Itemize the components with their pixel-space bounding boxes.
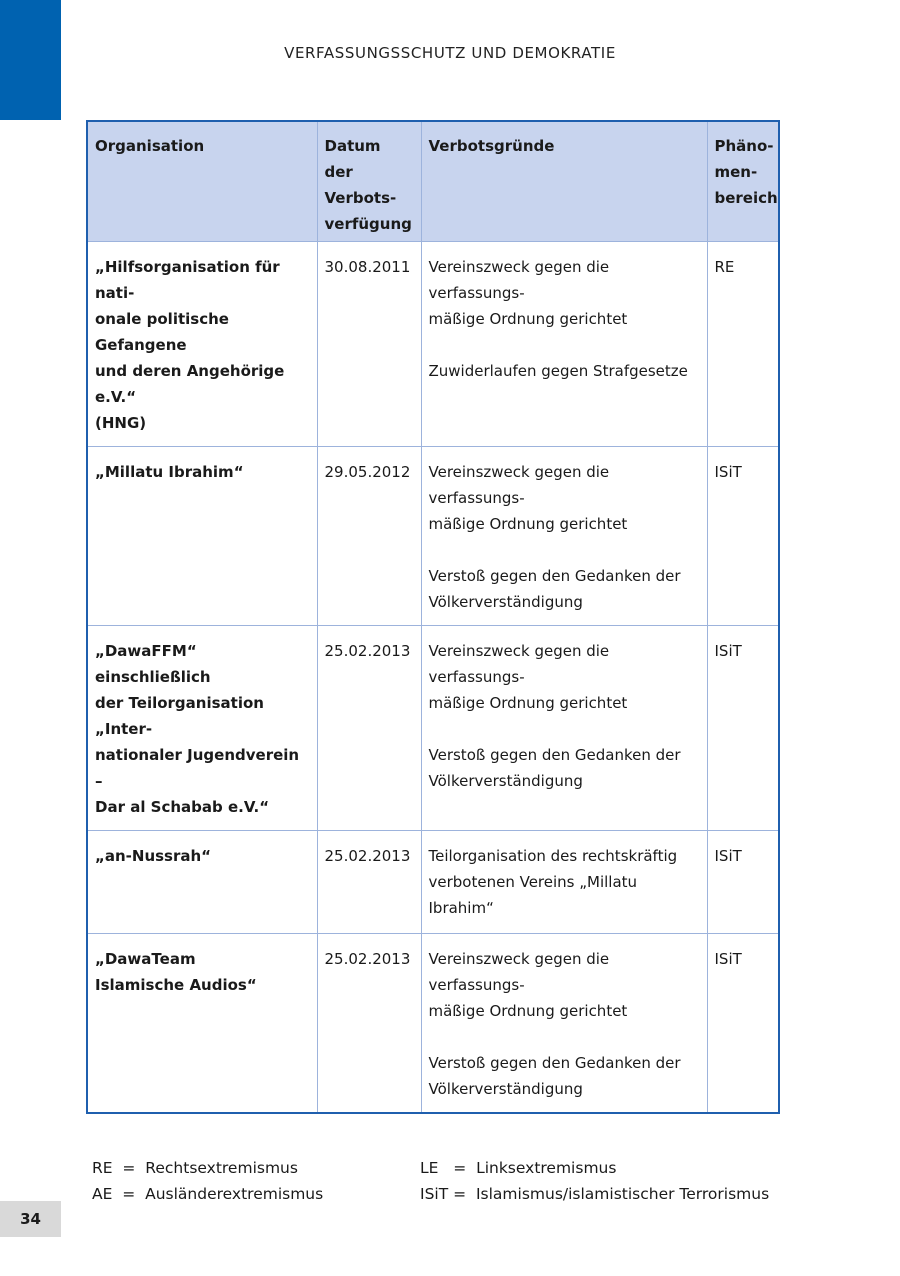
org-line: Dar al Schabab e.V.“ xyxy=(95,798,270,816)
reason-line: mäßige Ordnung gerichtet xyxy=(428,310,628,328)
reason-line: mäßige Ordnung gerichtet xyxy=(428,515,628,533)
area-cell: RE xyxy=(707,242,779,447)
reason-line: mäßige Ordnung gerichtet xyxy=(428,694,628,712)
header-line: Organisation xyxy=(95,137,205,155)
header-date xyxy=(317,121,421,242)
legend-meaning: Ausländerextremismus xyxy=(145,1185,324,1203)
legend-separator: = xyxy=(112,1159,146,1177)
reason-line: Völkerverständigung xyxy=(428,593,583,611)
header-line: Verbots- xyxy=(324,189,397,207)
reasons-cell xyxy=(421,242,707,447)
reason-line: Vereinszweck gegen die verfassungs- xyxy=(428,258,610,302)
org-cell xyxy=(87,934,317,1114)
legend-entry-ae xyxy=(92,1181,323,1207)
legend-entry-le xyxy=(420,1155,616,1181)
reason-line: Völkerverständigung xyxy=(428,1080,583,1098)
legend-abbr: AE xyxy=(92,1185,113,1203)
reasons-cell xyxy=(421,447,707,626)
reason-line: mäßige Ordnung gerichtet xyxy=(428,1002,628,1020)
legend-separator: = xyxy=(438,1159,477,1177)
table-row xyxy=(87,447,779,626)
legend-separator: = xyxy=(112,1185,146,1203)
header-line: Phäno- xyxy=(714,137,774,155)
org-line: onale politische Gefangene xyxy=(95,310,229,354)
header-line: bereich xyxy=(714,189,778,207)
legend-meaning: Linksextremismus xyxy=(476,1159,617,1177)
reasons-cell xyxy=(421,626,707,831)
org-cell xyxy=(87,626,317,831)
header-line: Verbotsgründe xyxy=(428,137,555,155)
reason-line: Verstoß gegen den Gedanken der xyxy=(428,746,681,764)
legend-meaning: Rechtsextremismus xyxy=(145,1159,298,1177)
legend-abbr: ISiT xyxy=(420,1185,449,1203)
reasons-cell xyxy=(421,831,707,934)
reason-line: Teilorganisation des rechtskräftig xyxy=(428,847,678,865)
header-organisation xyxy=(87,121,317,242)
running-header: VERFASSUNGSSCHUTZ UND DEMOKRATIE xyxy=(284,44,616,62)
reason-spacer xyxy=(429,537,700,563)
legend-abbr: RE xyxy=(92,1159,113,1177)
reason-line: Verstoß gegen den Gedanken der xyxy=(428,1054,681,1072)
page-number: 34 xyxy=(0,1201,61,1237)
area-cell: ISiT xyxy=(707,626,779,831)
table-row xyxy=(87,626,779,831)
area-cell: ISiT xyxy=(707,831,779,934)
legend-separator: = xyxy=(448,1185,476,1203)
org-line: (HNG) xyxy=(95,414,147,432)
org-cell xyxy=(87,447,317,626)
date-cell: 25.02.2013 xyxy=(317,831,421,934)
reason-line: Verstoß gegen den Gedanken der xyxy=(428,567,681,585)
org-line: „an-Nussrah“ xyxy=(95,847,212,865)
org-line: der Teilorganisation „Inter- xyxy=(95,694,264,738)
reason-spacer xyxy=(429,1024,700,1050)
reasons-cell xyxy=(421,934,707,1114)
header-reasons xyxy=(421,121,707,242)
header-line: verfügung xyxy=(324,215,412,233)
org-cell xyxy=(87,831,317,934)
area-cell: ISiT xyxy=(707,934,779,1114)
header-line: Datum der xyxy=(324,137,381,181)
legend-abbr: LE xyxy=(420,1159,439,1177)
date-cell: 29.05.2012 xyxy=(317,447,421,626)
reason-line: Völkerverständigung xyxy=(428,772,583,790)
table-row xyxy=(87,934,779,1114)
reason-line: Vereinszweck gegen die verfassungs- xyxy=(428,463,610,507)
table-header-row xyxy=(87,121,779,242)
org-line: und deren Angehörige e.V.“ xyxy=(95,362,285,406)
org-line: „DawaFFM“ einschließlich xyxy=(95,642,211,686)
org-cell xyxy=(87,242,317,447)
org-line: Islamische Audios“ xyxy=(95,976,257,994)
legend-meaning: Islamismus/islamistischer Terrorismus xyxy=(475,1185,770,1203)
ban-table xyxy=(86,120,780,1114)
legend-entry-isit xyxy=(420,1181,769,1207)
reason-line: Vereinszweck gegen die verfassungs- xyxy=(428,950,610,994)
table-row xyxy=(87,831,779,934)
header-area xyxy=(707,121,779,242)
reason-spacer xyxy=(429,332,700,358)
reason-line: Zuwiderlaufen gegen Strafgesetze xyxy=(428,362,688,380)
reason-line: verbotenen Vereins „Millatu Ibrahim“ xyxy=(428,873,638,917)
header-line: men- xyxy=(714,163,758,181)
org-line: nationaler Jugendverein – xyxy=(95,746,300,790)
org-line: „Hilfsorganisation für nati- xyxy=(95,258,280,302)
reason-spacer xyxy=(429,716,700,742)
reason-line: Vereinszweck gegen die verfassungs- xyxy=(428,642,610,686)
date-cell: 30.08.2011 xyxy=(317,242,421,447)
date-cell: 25.02.2013 xyxy=(317,934,421,1114)
org-line: „Millatu Ibrahim“ xyxy=(95,463,244,481)
date-cell: 25.02.2013 xyxy=(317,626,421,831)
area-cell: ISiT xyxy=(707,447,779,626)
table-row xyxy=(87,242,779,447)
legend-entry-re xyxy=(92,1155,298,1181)
org-line: „DawaTeam xyxy=(95,950,196,968)
